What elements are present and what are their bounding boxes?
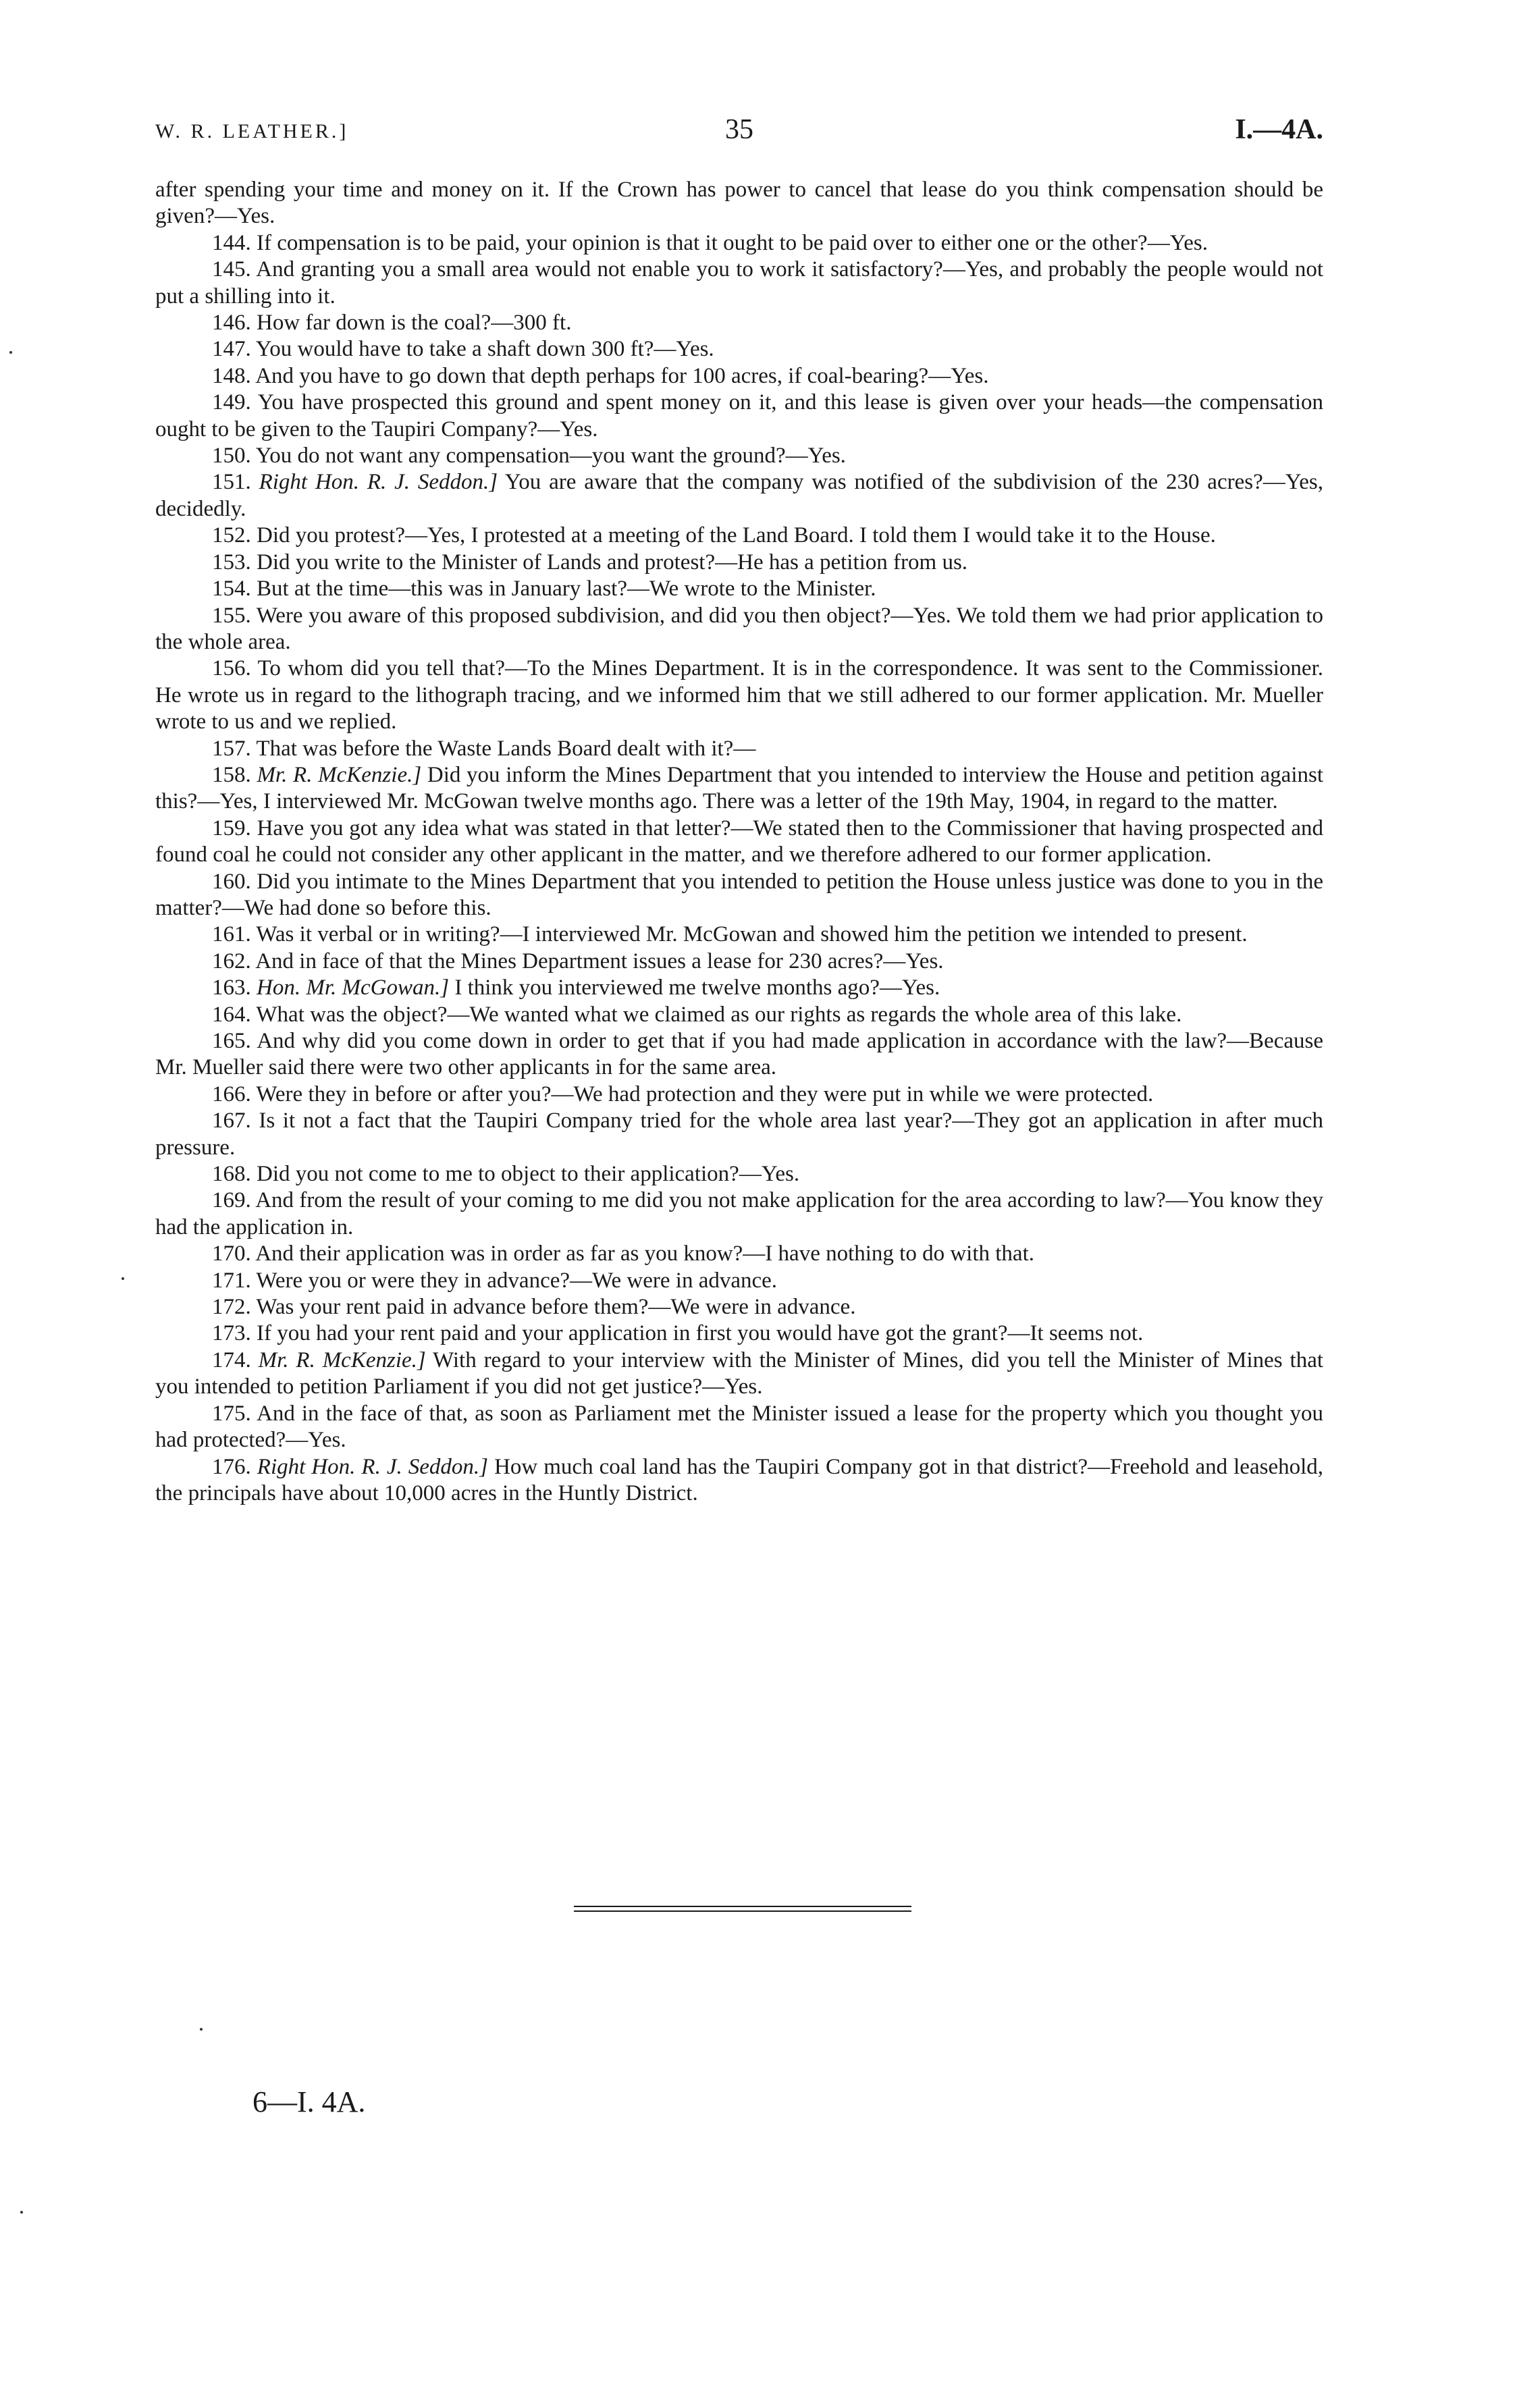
question-paragraph xyxy=(155,576,1323,602)
question-number: 170. xyxy=(212,1241,251,1266)
question-number: 171. xyxy=(212,1268,251,1293)
question-paragraph xyxy=(155,655,1323,735)
question-paragraph xyxy=(155,550,1323,576)
question-paragraph xyxy=(155,975,1323,1001)
continued-paragraph xyxy=(155,177,1323,230)
question-paragraph xyxy=(155,1161,1323,1187)
question-paragraph xyxy=(155,1268,1323,1294)
question-number: 174. xyxy=(212,1347,251,1372)
question-number: 157. xyxy=(212,736,251,761)
paragraph-text: And why did you come down in order to get that if you had made application in accordance with the law?—Because Mr. Mueller said there were two other applicants in for the same area. xyxy=(155,1029,1323,1080)
question-number: 145. xyxy=(212,257,251,282)
evidence-text xyxy=(155,177,1323,1507)
question-number: 144. xyxy=(212,230,251,255)
paragraph-text: But at the time—this was in January last?—We wrote to the Minister. xyxy=(257,577,876,601)
paragraph-text: You are aware that the company was notified of the subdivision of the 230 acres?—Yes, decidedly. xyxy=(155,470,1323,521)
paragraph-text: Were you or were they in advance?—We were in advance. xyxy=(256,1268,778,1293)
question-number: 172. xyxy=(212,1295,251,1320)
question-paragraph xyxy=(155,390,1323,443)
document-reference: I.—4A. xyxy=(1235,114,1323,145)
witness-name: W. R. LEATHER.] xyxy=(155,120,349,142)
question-paragraph xyxy=(155,762,1323,815)
question-number: 146. xyxy=(212,311,251,336)
paragraph-text: Were you aware of this proposed subdivision, and did you then object?—Yes. We told them we had prior application to the whole area. xyxy=(155,603,1323,654)
paragraph-text: You have prospected this ground and spent money on it, and this lease is given over your heads—the compensation ought to be given to the Taupiri Company?—Yes. xyxy=(155,390,1324,442)
paragraph-text: And you have to go down that depth perhaps for 100 acres, if coal-bearing?—Yes. xyxy=(255,363,989,388)
question-number: 147. xyxy=(212,337,251,362)
question-number: 155. xyxy=(212,603,251,628)
question-paragraph xyxy=(155,310,1323,336)
speaker-name: Mr. R. McKenzie.] xyxy=(258,1347,426,1372)
question-paragraph xyxy=(155,921,1323,948)
question-number: 167. xyxy=(212,1108,251,1133)
question-paragraph xyxy=(155,230,1323,257)
paragraph-text: Was your rent paid in advance before them?—We were in advance. xyxy=(256,1295,856,1320)
section-divider-top xyxy=(574,1906,911,1907)
paragraph-text: Did you write to the Minister of Lands and protest?—He has a petition from us. xyxy=(257,550,968,574)
question-paragraph xyxy=(155,1294,1323,1320)
scan-speck xyxy=(20,2211,23,2214)
question-number: 151. xyxy=(212,470,251,495)
paragraph-text: What was the object?—We wanted what we claimed as our rights as regards the whole area of this lake. xyxy=(256,1002,1182,1027)
question-number: 159. xyxy=(212,815,251,840)
paragraph-text: Did you protest?—Yes, I protested at a meeting of the Land Board. I told them I would take it to the House. xyxy=(257,523,1216,548)
paragraph-text: And from the result of your coming to me did you not make application for the area according to law?—You know they had the application in. xyxy=(155,1188,1323,1239)
paragraph-text: Were they in before or after you?—We had protection and they were put in while we were protected. xyxy=(256,1081,1154,1106)
question-number: 163. xyxy=(212,975,251,1000)
paragraph-text: And in face of that the Mines Department issues a lease for 230 acres?—Yes. xyxy=(255,948,944,973)
question-number: 153. xyxy=(212,550,251,574)
question-paragraph xyxy=(155,1347,1323,1401)
speaker-name: Mr. R. McKenzie.] xyxy=(257,762,422,787)
question-paragraph xyxy=(155,257,1323,310)
paragraph-text: How far down is the coal?—300 ft. xyxy=(257,311,572,336)
page-number: 35 xyxy=(725,114,753,145)
paragraph-text: If you had your rent paid and your application in first you would have got the grant?—It seems not. xyxy=(257,1321,1144,1346)
speaker-name: Hon. Mr. McGowan.] xyxy=(257,975,450,1000)
question-paragraph xyxy=(155,603,1323,656)
question-number: 148. xyxy=(212,363,251,388)
paragraph-text: after spending your time and money on it. If the Crown has power to cancel that lease do you think compensation should be given?—Yes. xyxy=(155,178,1323,229)
section-divider-bottom xyxy=(574,1910,911,1912)
question-number: 166. xyxy=(212,1081,251,1106)
scan-speck xyxy=(122,1277,124,1280)
paragraph-text: That was before the Waste Lands Board dealt with it?— xyxy=(256,736,756,761)
question-number: 152. xyxy=(212,523,251,548)
question-number: 154. xyxy=(212,577,251,601)
paragraph-text: And their application was in order as far as you know?—I have nothing to do with that. xyxy=(255,1241,1034,1266)
paragraph-text: To whom did you tell that?—To the Mines Department. It is in the correspondence. It was sent to the Commissioner. He wrote us in regard to the lithograph tracing, and we informed him that we still adhered to our former application. Mr. Mueller wrote to us and we replied. xyxy=(155,656,1323,734)
paragraph-text: Is it not a fact that the Taupiri Company tried for the whole area last year?—They got an application in after much pressure. xyxy=(155,1108,1323,1160)
question-paragraph xyxy=(155,1002,1323,1028)
scan-speck xyxy=(200,2028,203,2031)
question-number: 165. xyxy=(212,1029,251,1053)
paragraph-text: Did you inform the Mines Department that you intended to interview the House and petition against this?—Yes, I interviewed Mr. McGowan twelve months ago. There was a letter of the 19th May, 1904, in regard to the matter. xyxy=(155,762,1323,814)
paragraph-text: How much coal land has the Taupiri Company got in that district?—Freehold and leasehold, the principals have about 10,000 acres in the Huntly District. xyxy=(155,1454,1324,1505)
question-paragraph xyxy=(155,469,1323,523)
question-paragraph xyxy=(155,1108,1323,1161)
paragraph-text: And in the face of that, as soon as Parliament met the Minister issued a lease for the property which you thought you had protected?—Yes. xyxy=(155,1401,1323,1453)
question-paragraph xyxy=(155,815,1323,869)
question-paragraph xyxy=(155,523,1323,549)
question-number: 168. xyxy=(212,1162,251,1187)
paragraph-text: Did you not come to me to object to their application?—Yes. xyxy=(257,1162,800,1187)
paragraph-text: Was it verbal or in writing?—I interviewed Mr. McGowan and showed him the petition we intended to present. xyxy=(256,922,1248,947)
paragraph-text: You do not want any compensation—you want the ground?—Yes. xyxy=(255,444,846,469)
question-number: 176. xyxy=(212,1454,251,1479)
question-number: 169. xyxy=(212,1188,251,1213)
question-paragraph xyxy=(155,1241,1323,1267)
question-paragraph xyxy=(155,1401,1323,1454)
question-paragraph xyxy=(155,336,1323,363)
question-number: 164. xyxy=(212,1002,251,1027)
question-paragraph xyxy=(155,443,1323,469)
question-paragraph xyxy=(155,1028,1323,1081)
question-paragraph xyxy=(155,1081,1323,1108)
question-paragraph xyxy=(155,1454,1323,1507)
paragraph-text: You would have to take a shaft down 300 ft?—Yes. xyxy=(255,337,714,362)
question-paragraph xyxy=(155,1320,1323,1347)
question-paragraph xyxy=(155,363,1323,390)
speaker-name: Right Hon. R. J. Seddon.] xyxy=(257,1454,489,1479)
question-number: 160. xyxy=(212,869,251,894)
paragraph-text: Did you intimate to the Mines Department that you intended to petition the House unless justice was done to you in the matter?—We had done so before this. xyxy=(155,869,1324,920)
question-paragraph xyxy=(155,736,1323,762)
question-number: 158. xyxy=(212,762,251,787)
question-number: 161. xyxy=(212,922,251,947)
page-header xyxy=(155,113,1323,154)
paragraph-text: Have you got any idea what was stated in that letter?—We stated then to the Commissioner that having prospected and found coal he could not consider any other applicant in the matter, and we therefore adhered to our former application. xyxy=(155,815,1324,867)
scan-speck xyxy=(9,351,12,354)
question-paragraph xyxy=(155,869,1323,922)
question-paragraph xyxy=(155,1187,1323,1241)
paragraph-text: With regard to your interview with the Minister of Mines, did you tell the Minister of Mines that you intended to petition Parliament if you did not get justice?—Yes. xyxy=(155,1347,1324,1399)
paragraph-text: If compensation is to be paid, your opinion is that it ought to be paid over to either one or the other?—Yes. xyxy=(257,230,1208,255)
question-number: 149. xyxy=(212,390,251,415)
question-number: 150. xyxy=(212,444,251,469)
paragraph-text: I think you interviewed me twelve months ago?—Yes. xyxy=(454,975,940,1000)
question-number: 156. xyxy=(212,656,251,681)
question-number: 173. xyxy=(212,1321,251,1346)
paragraph-text: And granting you a small area would not enable you to work it satisfactory?—Yes, and probably the people would not put a shilling into it. xyxy=(155,257,1323,309)
speaker-name: Right Hon. R. J. Seddon.] xyxy=(259,470,498,495)
question-number: 162. xyxy=(212,948,251,973)
signature-mark: 6—I. 4A. xyxy=(252,2085,366,2118)
question-number: 175. xyxy=(212,1401,251,1426)
question-paragraph xyxy=(155,948,1323,975)
